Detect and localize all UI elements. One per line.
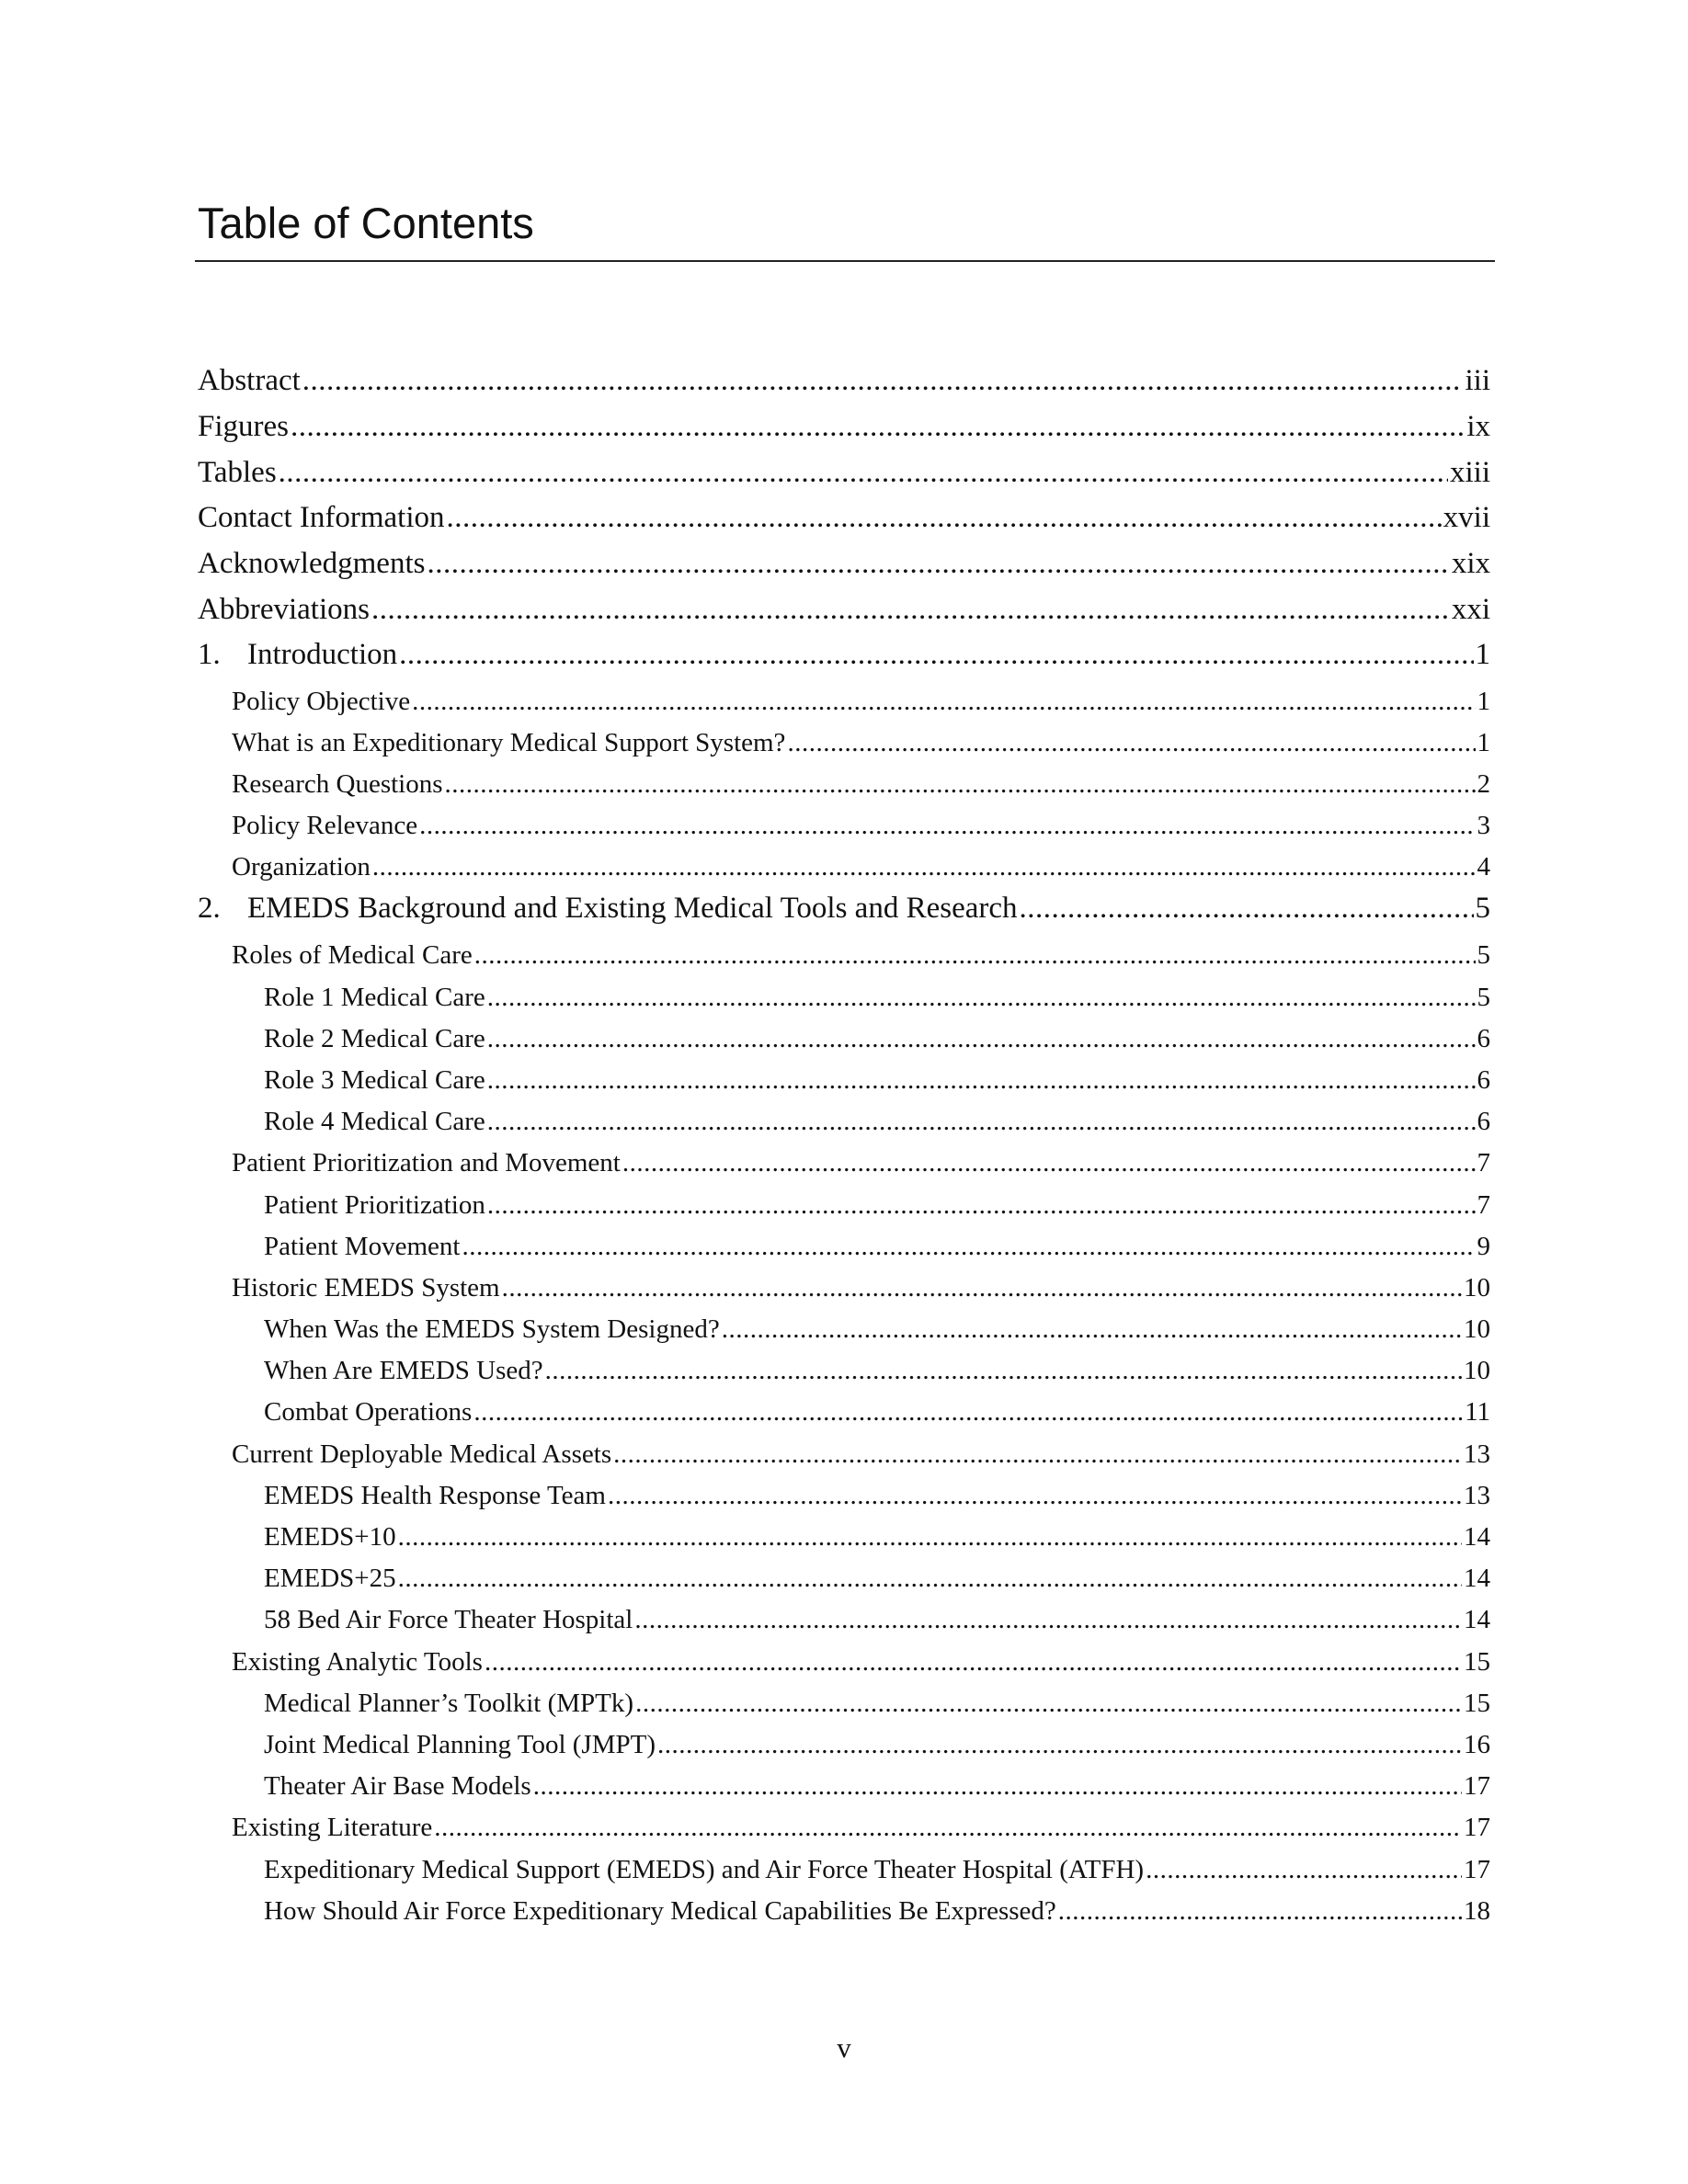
toc-entry-label: [232, 807, 417, 844]
toc-entry-page: 14: [1464, 1564, 1490, 1593]
toc-entry-page: 15: [1464, 1689, 1490, 1718]
toc-entry-title: 58 Bed Air Force Theater Hospital: [264, 1605, 633, 1634]
toc-entry-page: 1: [1477, 728, 1490, 757]
toc-entry-page: 15: [1464, 1647, 1490, 1677]
dot-leader: [634, 1601, 1462, 1638]
dot-leader: [412, 683, 1475, 720]
toc-entry[interactable]: [198, 452, 1490, 493]
toc-entry[interactable]: [264, 1893, 1490, 1929]
toc-entry-label: [264, 1560, 396, 1597]
toc-entry-page: 6: [1477, 1024, 1490, 1053]
toc-entry[interactable]: [198, 543, 1490, 584]
toc-entry-page: 7: [1477, 1148, 1490, 1177]
toc-entry-title: Roles of Medical Care: [232, 940, 473, 970]
toc-entry-page: 5: [1477, 983, 1490, 1012]
dot-leader: [485, 1644, 1462, 1680]
toc-entry-title: Theater Air Base Models: [264, 1771, 531, 1801]
dot-leader: [613, 1436, 1462, 1473]
toc-entry-page: 10: [1464, 1273, 1490, 1302]
dot-leader: [419, 807, 1475, 844]
toc-entry-label: [264, 1893, 1056, 1929]
toc-entry-page: 17: [1464, 1813, 1490, 1842]
toc-entry[interactable]: [264, 1020, 1490, 1057]
toc-entry[interactable]: [232, 848, 1490, 885]
toc-entry-page: 13: [1464, 1439, 1490, 1469]
toc-entry[interactable]: [264, 1519, 1490, 1555]
toc-entry-label: [232, 1269, 500, 1306]
dot-leader: [291, 406, 1465, 447]
toc-entry-title: Patient Prioritization and Movement: [232, 1148, 621, 1177]
toc-entry-label: [264, 1020, 485, 1057]
toc-entry-label: [264, 1768, 531, 1804]
dot-leader: [302, 360, 1464, 401]
toc-entry[interactable]: [232, 724, 1490, 761]
toc-entry-page: 7: [1477, 1190, 1490, 1220]
toc-entry[interactable]: [232, 1644, 1490, 1680]
toc-entry-page: 14: [1464, 1522, 1490, 1552]
toc-entry-number: 1.: [198, 638, 221, 671]
toc-entry-label: [232, 766, 443, 802]
toc-entry-label: [198, 543, 425, 584]
toc-entry-label: [232, 1436, 611, 1473]
toc-entry-title: Introduction: [247, 638, 398, 671]
toc-entry[interactable]: [232, 1144, 1490, 1181]
toc-entry[interactable]: [264, 1311, 1490, 1348]
toc-entry[interactable]: [198, 589, 1490, 630]
toc-entry-page: 1: [1477, 687, 1490, 716]
dot-leader: [635, 1685, 1462, 1722]
dot-leader: [487, 979, 1476, 1016]
toc-entry-page: xiii: [1449, 456, 1490, 489]
toc-entry-label: [232, 1809, 432, 1846]
dot-leader: [473, 1393, 1463, 1430]
toc-entry-page: 14: [1464, 1605, 1490, 1634]
toc-entry-page: 13: [1464, 1481, 1490, 1510]
toc-entry-label: [264, 1103, 485, 1140]
dot-leader: [657, 1726, 1462, 1763]
dot-leader: [1020, 888, 1474, 928]
toc-entry-label: [264, 1187, 485, 1223]
toc-entry-page: 17: [1464, 1855, 1490, 1884]
dot-leader: [722, 1311, 1462, 1348]
dot-leader: [427, 543, 1449, 584]
title-divider: [195, 260, 1495, 262]
toc-entry-title: Combat Operations: [264, 1397, 473, 1427]
dot-leader: [533, 1768, 1462, 1804]
toc-entry[interactable]: [232, 1436, 1490, 1473]
toc-entry-page: 1: [1475, 638, 1490, 671]
toc-entry[interactable]: [232, 807, 1490, 844]
toc-entry-label: [232, 724, 785, 761]
toc-entry-title: Patient Movement: [264, 1232, 461, 1261]
toc-entry-title: Organization: [232, 852, 371, 882]
toc-entry-label: [264, 1352, 543, 1389]
toc-entry-page: 9: [1477, 1232, 1490, 1261]
toc-entry-label: [232, 1644, 483, 1680]
toc-entry-label: [264, 1685, 633, 1722]
toc-entry-label: [198, 406, 289, 447]
toc-entry-page: 4: [1477, 852, 1490, 882]
toc-entry-title: Historic EMEDS System: [232, 1273, 500, 1302]
toc-entry-title: Tables: [198, 456, 277, 489]
toc-entry-label: [232, 683, 410, 720]
toc-entry-title: Policy Relevance: [232, 811, 418, 840]
toc-entry-title: When Are EMEDS Used?: [264, 1356, 543, 1385]
toc-entry-label: [264, 1851, 1144, 1888]
toc-entry[interactable]: [264, 1477, 1490, 1514]
toc-entry[interactable]: [264, 1726, 1490, 1763]
dot-leader: [787, 724, 1475, 761]
dot-leader: [447, 497, 1442, 538]
toc-entry[interactable]: [264, 1768, 1490, 1804]
toc-entry[interactable]: [198, 888, 1490, 928]
dot-leader: [487, 1062, 1476, 1098]
toc-entry[interactable]: [232, 1269, 1490, 1306]
toc-entry-title: What is an Expeditionary Medical Support System?: [232, 728, 786, 757]
toc-entry-page: 5: [1477, 940, 1490, 970]
toc-entry-page: 10: [1464, 1356, 1490, 1385]
toc-entry-label: [232, 1144, 621, 1181]
dot-leader: [1146, 1851, 1462, 1888]
toc-entry-label: [198, 497, 445, 538]
toc-entry-title: Contact Information: [198, 501, 445, 534]
toc-entry-title: Role 3 Medical Care: [264, 1065, 485, 1095]
dot-leader: [622, 1144, 1476, 1181]
toc-entry-page: 3: [1477, 811, 1490, 840]
toc-entry-label: [232, 937, 473, 973]
toc-entry-title: Role 2 Medical Care: [264, 1024, 485, 1053]
dot-leader: [398, 1519, 1462, 1555]
toc-entry-page: 6: [1477, 1065, 1490, 1095]
toc-entry[interactable]: [264, 979, 1490, 1016]
toc-entry-page: ix: [1466, 410, 1490, 443]
toc-entry-label: [264, 1311, 720, 1348]
dot-leader: [434, 1809, 1462, 1846]
toc-entry-label: [198, 888, 1018, 928]
toc-entry[interactable]: [232, 683, 1490, 720]
dot-leader: [399, 634, 1473, 675]
toc-entry-label: [198, 589, 370, 630]
toc-entry-title: Existing Literature: [232, 1813, 433, 1842]
page-number: v: [837, 2031, 851, 2064]
toc-entry-title: Research Questions: [232, 769, 443, 799]
toc-entry-number: 2.: [198, 892, 221, 925]
toc-entry-page: 10: [1464, 1314, 1490, 1344]
toc-entry[interactable]: [264, 1103, 1490, 1140]
dot-leader: [545, 1352, 1462, 1389]
dot-leader: [372, 848, 1476, 885]
toc-entry-label: [264, 1228, 460, 1265]
dot-leader: [445, 766, 1476, 802]
toc-entry-page: xix: [1451, 547, 1490, 580]
toc-entry-label: [198, 634, 397, 675]
toc-entry-label: [264, 1393, 472, 1430]
toc-entry-title: When Was the EMEDS System Designed?: [264, 1314, 720, 1344]
toc-entry-label: [264, 1726, 656, 1763]
toc-entry-page: 2: [1477, 769, 1490, 799]
toc-entry[interactable]: [264, 1352, 1490, 1389]
toc-entry[interactable]: [198, 634, 1490, 675]
toc-entry-page: 11: [1465, 1397, 1490, 1427]
toc-entry[interactable]: [264, 1062, 1490, 1098]
toc-entry-page: 6: [1477, 1107, 1490, 1136]
toc-entry[interactable]: [264, 1393, 1490, 1430]
toc-entry-title: Figures: [198, 410, 289, 443]
toc-entry[interactable]: [264, 1560, 1490, 1597]
dot-leader: [371, 589, 1450, 630]
toc-entry-title: Medical Planner’s Toolkit (MPTk): [264, 1689, 634, 1718]
toc-entry-page: 17: [1464, 1771, 1490, 1801]
dot-leader: [487, 1020, 1476, 1057]
toc-entry-title: Patient Prioritization: [264, 1190, 485, 1220]
toc-entry-label: [264, 979, 485, 1016]
toc-entry[interactable]: [264, 1685, 1490, 1722]
toc-entry-label: [232, 848, 371, 885]
toc-entry[interactable]: [264, 1601, 1490, 1638]
toc-entry-label: [198, 452, 277, 493]
toc-entry[interactable]: [264, 1228, 1490, 1265]
dot-leader: [1058, 1893, 1462, 1929]
toc-entry-page: xxi: [1451, 593, 1490, 626]
page-title: Table of Contents: [198, 199, 534, 247]
toc-entry-title: Acknowledgments: [198, 547, 426, 580]
toc-entry-label: [264, 1477, 606, 1514]
toc-entry-label: [264, 1601, 633, 1638]
dot-leader: [502, 1269, 1462, 1306]
toc-entry[interactable]: [198, 497, 1490, 538]
toc-entry-title: Abbreviations: [198, 593, 370, 626]
toc-entry[interactable]: [198, 360, 1490, 401]
toc-entry[interactable]: [264, 1187, 1490, 1223]
toc-entry-title: EMEDS Health Response Team: [264, 1481, 606, 1510]
dot-leader: [398, 1560, 1462, 1597]
toc-entry-title: Current Deployable Medical Assets: [232, 1439, 612, 1469]
toc-entry-title: Expeditionary Medical Support (EMEDS) and Air Force Theater Hospital (ATFH): [264, 1855, 1145, 1884]
toc-entry-page: 18: [1464, 1896, 1490, 1926]
toc-entry[interactable]: [232, 1809, 1490, 1846]
toc-entry-page: 5: [1475, 892, 1490, 925]
toc-entry-title: Role 1 Medical Care: [264, 983, 485, 1012]
toc-entry-title: Role 4 Medical Care: [264, 1107, 485, 1136]
toc-entry[interactable]: [232, 766, 1490, 802]
toc-entry-title: How Should Air Force Expeditionary Medical Capabilities Be Expressed?: [264, 1896, 1056, 1926]
toc-entry-page: iii: [1465, 364, 1490, 397]
toc-entry-page: xvii: [1443, 501, 1490, 534]
toc-entry-title: Abstract: [198, 364, 301, 397]
dot-leader: [279, 452, 1448, 493]
toc-entry-title: Existing Analytic Tools: [232, 1647, 483, 1677]
toc-entry-title: EMEDS+10: [264, 1522, 396, 1552]
toc-entry[interactable]: [264, 1851, 1490, 1888]
dot-leader: [608, 1477, 1462, 1514]
toc-entry-label: [264, 1062, 485, 1098]
toc-entry-title: Joint Medical Planning Tool (JMPT): [264, 1730, 656, 1759]
toc-entry-title: Policy Objective: [232, 687, 411, 716]
toc-entry-page: 16: [1464, 1730, 1490, 1759]
dot-leader: [487, 1103, 1476, 1140]
toc-entry[interactable]: [232, 937, 1490, 973]
dot-leader: [474, 937, 1476, 973]
toc-entry-title: EMEDS Background and Existing Medical Tools and Research: [247, 892, 1018, 925]
toc-entry-title: EMEDS+25: [264, 1564, 396, 1593]
toc-entry-label: [198, 360, 301, 401]
toc-entry[interactable]: [198, 406, 1490, 447]
toc-entry-label: [264, 1519, 396, 1555]
dot-leader: [487, 1187, 1476, 1223]
dot-leader: [462, 1228, 1475, 1265]
